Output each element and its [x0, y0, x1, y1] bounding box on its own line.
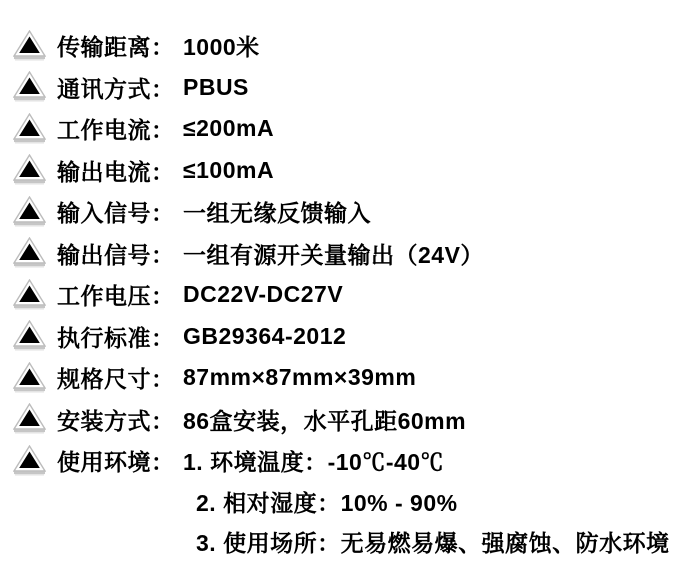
spec-colon: ：: [151, 324, 175, 351]
spec-colon: ：: [151, 34, 175, 61]
triangle-bullet-icon: [13, 30, 46, 62]
spec-value: 87mm×87mm×39mm: [183, 364, 417, 391]
spec-colon: ：: [151, 241, 175, 268]
spec-row-dimensions: [13, 357, 700, 399]
environment-subline-usage-place: [13, 522, 700, 562]
spec-label: 通讯方式：: [57, 75, 175, 102]
spec-colon: ：: [151, 366, 175, 393]
spec-colon: ：: [151, 200, 175, 227]
spec-row-output-current: [13, 150, 700, 192]
spec-value: ≤200mA: [183, 115, 275, 142]
spec-row-output-signal: [13, 233, 700, 275]
spec-colon: ：: [151, 407, 175, 434]
spec-row-transmission-distance: [13, 25, 700, 67]
triangle-bullet-icon: [13, 362, 46, 394]
spec-colon: ：: [151, 283, 175, 310]
spec-value: 1. 环境温度：-10℃-40℃: [183, 449, 445, 476]
spec-row-input-signal: [13, 191, 700, 233]
spec-subline-text: 3. 使用场所：无易燃易爆、强腐蚀、防水环境: [196, 530, 670, 556]
spec-label: 执行标准：: [57, 324, 175, 351]
triangle-bullet-icon: [13, 154, 46, 186]
spec-row-communication-mode: [13, 67, 700, 109]
spec-label: 工作电压：: [57, 283, 175, 310]
environment-subline-humidity: [13, 482, 700, 522]
triangle-bullet-icon: [13, 445, 46, 477]
spec-row-working-current: [13, 108, 700, 150]
triangle-bullet-icon: [13, 279, 46, 311]
spec-row-environment: [13, 440, 700, 482]
spec-value: GB29364-2012: [183, 322, 347, 349]
spec-value: 1000米: [183, 34, 260, 61]
spec-label: 输出信号：: [57, 241, 175, 268]
spec-label: 安装方式：: [57, 407, 175, 434]
spec-value: DC22V-DC27V: [183, 281, 344, 308]
triangle-bullet-icon: [13, 320, 46, 352]
spec-colon: ：: [151, 117, 175, 144]
spec-label: 传输距离：: [57, 34, 175, 61]
spec-value: 一组有源开关量输出（24V）: [183, 241, 484, 268]
spec-label: 工作电流：: [57, 117, 175, 144]
spec-colon: ：: [151, 158, 175, 185]
triangle-bullet-icon: [13, 403, 46, 435]
triangle-bullet-icon: [13, 113, 46, 145]
triangle-bullet-icon: [13, 196, 46, 228]
spec-value: 一组无缘反馈输入: [183, 200, 371, 227]
spec-value: PBUS: [183, 73, 249, 100]
triangle-bullet-icon: [13, 237, 46, 269]
spec-label: 输出电流：: [57, 158, 175, 185]
spec-row-installation: [13, 399, 700, 441]
spec-value: 86盒安装，水平孔距60mm: [183, 407, 467, 434]
spec-row-working-voltage: [13, 274, 700, 316]
spec-colon: ：: [151, 75, 175, 102]
spec-row-standard: [13, 316, 700, 358]
spec-value: ≤100mA: [183, 156, 275, 183]
spec-label: 规格尺寸：: [57, 366, 175, 393]
spec-colon: ：: [151, 449, 175, 476]
spec-label: 输入信号：: [57, 200, 175, 227]
spec-label: 使用环境：: [57, 449, 175, 476]
triangle-bullet-icon: [13, 71, 46, 103]
spec-subline-text: 2. 相对湿度：10% - 90%: [196, 490, 458, 516]
